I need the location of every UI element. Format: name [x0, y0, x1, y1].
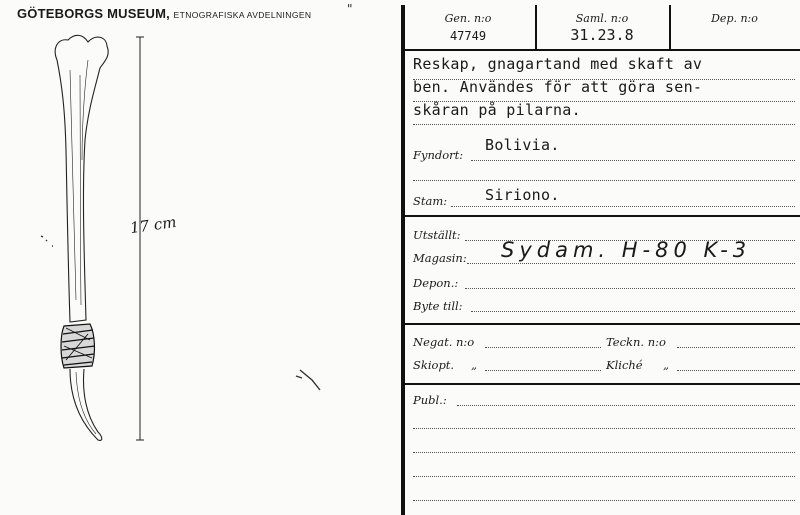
publ-line	[457, 405, 795, 406]
catalog-card	[401, 0, 800, 515]
byte-line	[471, 311, 795, 312]
kliche-label: Kliché	[606, 358, 643, 372]
magasin-line	[467, 263, 795, 264]
publ-extra-line	[413, 500, 795, 501]
measurement-line	[136, 37, 144, 440]
utstallt-label: Utställt:	[413, 228, 461, 242]
publ-extra-line	[413, 476, 795, 477]
binding-wrap	[61, 324, 95, 368]
card-left-border	[401, 5, 405, 515]
department-name: ETNOGRAFISKA AVDELNINGEN	[173, 10, 312, 20]
saml-value: 31.23.8	[570, 26, 634, 44]
saml-label: Saml. n:o	[575, 12, 629, 25]
magasin-value: Sydam. H-80 K-3	[501, 238, 752, 262]
negat-label: Negat. n:o	[413, 335, 475, 349]
fyndort-label: Fyndort:	[413, 148, 464, 162]
description-line: skåran på pilarna.	[413, 101, 581, 119]
stam-value: Siriono.	[485, 186, 560, 204]
section-rule-2	[401, 323, 800, 325]
teckn-label: Teckn. n:o	[606, 335, 666, 349]
museum-name: GÖTEBORGS MUSEUM,	[17, 6, 170, 21]
kliche-ditto: „	[663, 358, 669, 372]
ditto-mark: "	[347, 2, 353, 16]
desc-line-3	[413, 124, 795, 125]
kliche-line	[677, 370, 795, 371]
fyndort-value: Bolivia.	[485, 136, 560, 154]
depon-label: Depon.:	[413, 276, 459, 290]
skiopt-line	[485, 370, 601, 371]
fyndort-line	[471, 160, 795, 161]
teckn-line	[677, 347, 795, 348]
skiopt-label: Skiopt.	[413, 358, 455, 372]
stam-label: Stam:	[413, 194, 448, 208]
depon-line	[465, 288, 795, 289]
description-line: Reskap, gnagartand med skaft av	[413, 55, 703, 73]
gen-label: Gen. n:o	[444, 12, 492, 25]
gen-value: 47749	[449, 29, 487, 43]
description-line: ben. Användes för att göra sen-	[413, 78, 703, 96]
header-bottom-rule	[401, 49, 800, 51]
section-rule-3	[401, 383, 800, 385]
bone-handle	[55, 35, 108, 322]
measurement-label: 17 cm	[128, 212, 178, 238]
publ-extra-line	[413, 428, 795, 429]
stam-line	[451, 206, 795, 207]
fyndort-extra-line	[413, 180, 795, 181]
section-rule-1	[401, 215, 800, 217]
byte-label: Byte till:	[413, 299, 463, 313]
negat-line	[485, 347, 601, 348]
publ-extra-line	[413, 452, 795, 453]
publ-label: Publ.:	[413, 393, 447, 407]
skiopt-ditto: „	[471, 358, 477, 372]
rodent-tooth	[70, 369, 102, 440]
magasin-label: Magasin:	[413, 251, 467, 265]
dep-label: Dep. n:o	[711, 12, 758, 25]
